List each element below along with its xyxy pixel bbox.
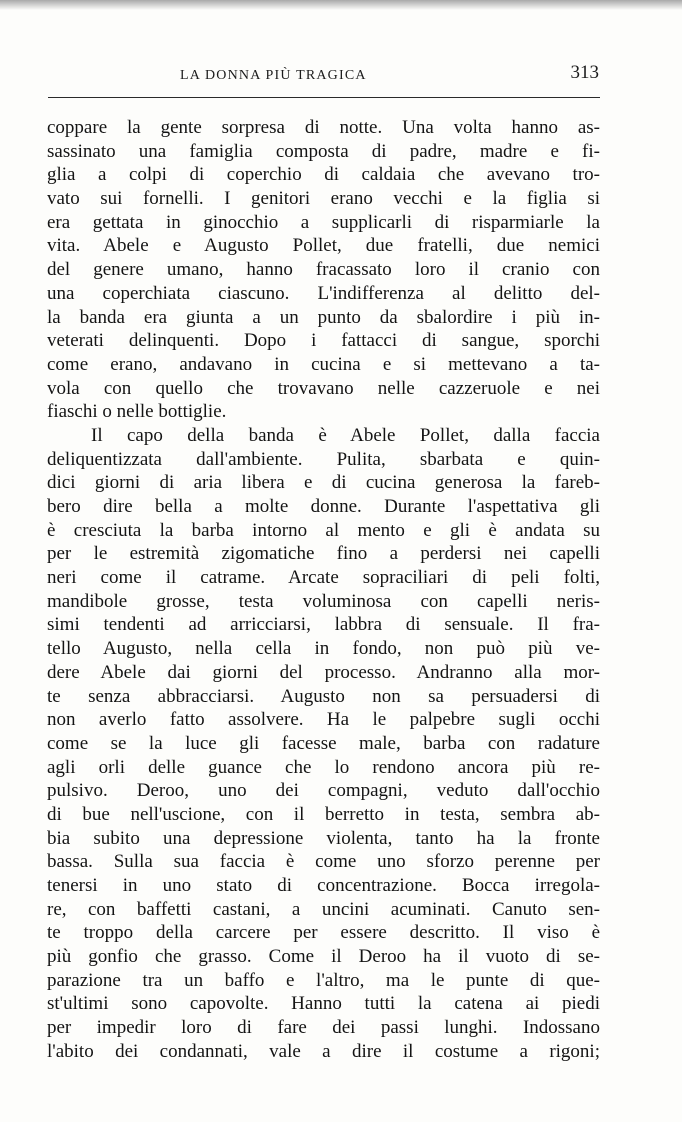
text-line: glia a colpi di coperchio di caldaia che avevano tro- (47, 164, 600, 186)
header-rule (48, 97, 600, 98)
text-line: di bue nell'uscione, con il berretto in testa, sembra ab- (47, 803, 600, 825)
text-line: pulsivo. Deroo, uno dei compagni, veduto dall'occhio (47, 780, 600, 802)
text-line: vola con quello che trovavano nelle cazzeruole e nei (47, 377, 600, 399)
scan-edge-shadow (0, 0, 682, 10)
text-line: neri come il catrame. Arcate sopraciliari di peli folti, (47, 567, 600, 589)
text-line: te troppo della carcere per essere descritto. Il viso è (47, 922, 600, 944)
text-line: dere Abele dai giorni del processo. Andranno alla mor- (47, 661, 600, 683)
text-line: coppare la gente sorpresa di notte. Una volta hanno as- (47, 117, 600, 138)
text-line: come erano, andavano in cucina e si mettevano a ta- (47, 353, 600, 375)
body-text (47, 116, 600, 1064)
text-line: simi tendenti ad arricciarsi, labbra di sensuale. Il fra- (47, 614, 600, 636)
text-line: tello Augusto, nella cella in fondo, non può più ve- (47, 638, 600, 660)
text-line: più gonfio che grasso. Come il Deroo ha il vuoto di se- (47, 946, 600, 968)
text-line: st'ultimi sono capovolte. Hanno tutti la catena ai piedi (47, 993, 600, 1015)
running-title: LA DONNA PIÙ TRAGICA (180, 68, 367, 83)
text-line: vita. Abele e Augusto Pollet, due fratelli, due nemici (47, 235, 600, 257)
text-line: bassa. Sulla sua faccia è come uno sforzo perenne per (47, 851, 600, 873)
text-line: una coperchiata ciascuno. L'indifferenza al delitto del- (47, 282, 600, 304)
page-number: 313 (570, 62, 599, 83)
text-line: bero dire bella a molte donne. Durante l'aspettativa gli (47, 496, 600, 517)
text-line: è cresciuta la barba intorno al mento e gli è andata su (47, 519, 600, 541)
text-line: non averlo fatto assolvere. Ha le palpebre sugli occhi (47, 709, 600, 731)
text-line: te senza abbracciarsi. Augusto non sa persuadersi di (47, 685, 600, 707)
text-line: deliquentizzata dall'ambiente. Pulita, sbarbata e quin- (47, 448, 600, 470)
text-line: tenersi in uno stato di concentrazione. Bocca irregola- (47, 875, 600, 896)
text-line: come se la luce gli facesse male, barba con radature (47, 732, 600, 754)
text-line: re, con baffetti castani, a uncini acuminati. Canuto sen- (47, 898, 600, 920)
text-line: per le estremità zigomatiche fino a perdersi nei capelli (47, 543, 600, 565)
text-line: l'abito dei condannati, vale a dire il costume a rigoni; (47, 1040, 600, 1062)
text-line: mandibole grosse, testa voluminosa con capelli neris- (47, 590, 600, 612)
text-line: era gettata in ginocchio a supplicarli di risparmiarle la (47, 211, 600, 233)
text-line: agli orli delle guance che lo rendono ancora più re- (47, 756, 600, 778)
paragraph-end-line: fiaschi o nelle bottiglie. (47, 401, 227, 423)
text-line: vato sui fornelli. I genitori erano vecchi e la figlia si (47, 188, 600, 210)
text-line: parazione tra un baffo e l'altro, ma le punte di que- (47, 969, 600, 991)
text-line: per impedir loro di fare dei passi lunghi. Indossano (47, 1017, 600, 1039)
text-line: bia subito una depressione violenta, tanto ha la fronte (47, 827, 600, 849)
text-line: sassinato una famiglia composta di padre, madre e fi- (47, 140, 600, 162)
text-line: del genere umano, hanno fracassato loro il cranio con (47, 259, 600, 281)
text-line: la banda era giunta a un punto da sbalordire i più in- (47, 306, 600, 328)
paragraph-start-line: Il capo della banda è Abele Pollet, dalla faccia (91, 424, 600, 446)
text-line: dici giorni di aria libera e di cucina generosa la fareb- (47, 472, 600, 494)
text-line: veterati delinquenti. Dopo i fattacci di sangue, sporchi (47, 330, 600, 352)
